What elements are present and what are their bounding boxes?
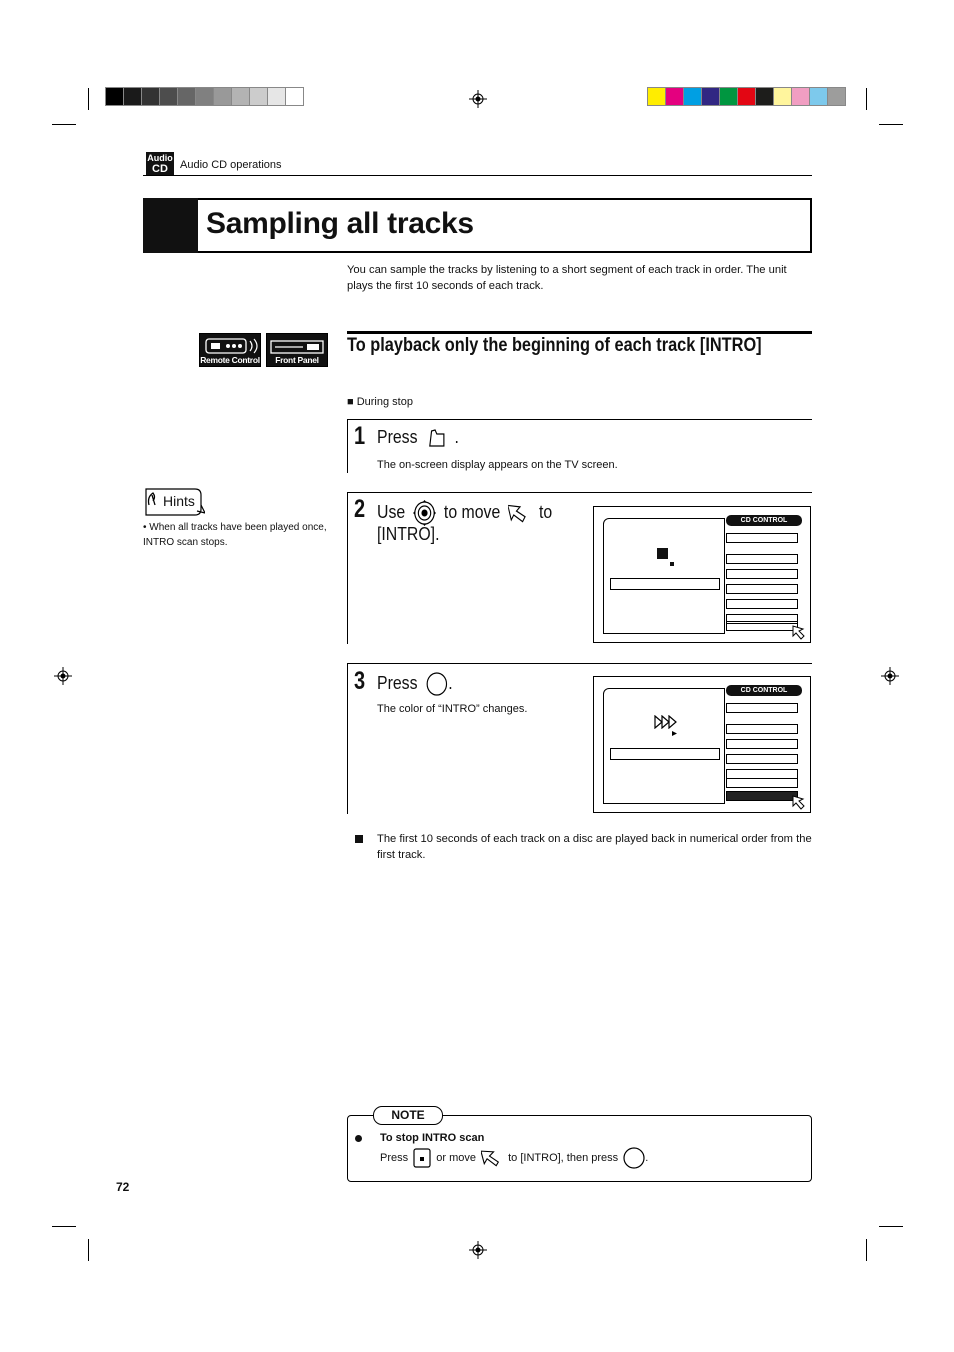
color-swatch <box>268 88 285 105</box>
color-swatch <box>828 88 845 105</box>
step-number: 1 <box>354 422 366 450</box>
cd-control-badge: CD CONTROL <box>726 685 802 696</box>
stop-icon <box>657 548 668 559</box>
on-screen-display-intro <box>593 676 811 813</box>
step-1-instruction <box>377 427 459 448</box>
section-label: Audio CD operations <box>180 159 282 171</box>
front-panel-label: Front Panel <box>275 355 319 365</box>
osd-menu-item <box>726 599 798 609</box>
color-swatch <box>702 88 719 105</box>
osd-menu-item <box>726 778 798 788</box>
hints-label: Hints <box>163 493 195 509</box>
note-bullet <box>355 1135 362 1142</box>
step-divider <box>347 419 812 420</box>
trim-mark <box>866 88 867 110</box>
page-title: Sampling all tracks <box>206 207 474 240</box>
color-swatch <box>774 88 791 105</box>
osd-menu <box>724 527 802 633</box>
cursor-arrow-icon <box>481 1147 503 1169</box>
enter-button-icon <box>623 1147 645 1169</box>
note-text: to [INTRO], then press <box>508 1151 619 1164</box>
color-swatch <box>666 88 683 105</box>
cd-control-badge: CD CONTROL <box>726 515 802 526</box>
note-instruction <box>380 1147 648 1169</box>
osd-menu-item <box>726 703 798 713</box>
step-text: Press <box>377 427 418 447</box>
note-text: Press <box>380 1151 409 1164</box>
color-swatch <box>286 88 303 105</box>
osd-menu-item-intro <box>726 621 798 631</box>
hint-text: • When all tracks have been played once, INTRO scan stops. <box>143 522 327 548</box>
trim-mark <box>52 124 76 125</box>
cursor-arrow-icon <box>791 624 807 640</box>
osd-menu-item <box>726 533 798 543</box>
step-3-note: The color of “INTRO” changes. <box>377 703 528 715</box>
osd-menu-item <box>726 584 798 594</box>
bullet-square <box>355 835 363 843</box>
badge-line-cd: CD <box>152 163 168 175</box>
page-number: 72 <box>116 1180 130 1194</box>
step-3-instruction <box>377 672 453 696</box>
step-number: 2 <box>354 495 366 523</box>
registration-mark-icon <box>469 1241 487 1259</box>
note-text: . <box>645 1151 649 1164</box>
header-rule <box>143 175 812 176</box>
osd-menu-item <box>726 724 798 734</box>
during-stop-label: ■ During stop <box>347 396 413 408</box>
osd-main-area <box>603 688 725 804</box>
step-bracket <box>347 419 348 473</box>
step-bracket <box>347 663 348 814</box>
registration-mark-icon <box>881 667 899 685</box>
note-badge: NOTE <box>373 1106 443 1125</box>
osd-menu-item-intro-active <box>726 791 798 801</box>
remote-control-icon <box>199 333 261 367</box>
step-divider <box>347 492 812 493</box>
on-screen-button-icon <box>427 428 446 448</box>
color-swatch <box>810 88 827 105</box>
subheading: To playback only the beginning of each track [INTRO] <box>347 335 762 356</box>
step-text: Press <box>377 672 418 693</box>
osd-status-bar <box>610 748 720 760</box>
osd-menu-item <box>726 569 798 579</box>
color-swatch <box>232 88 249 105</box>
note-title: To stop INTRO scan <box>380 1132 485 1144</box>
color-swatch <box>196 88 213 105</box>
color-swatch <box>160 88 177 105</box>
enter-button-icon <box>425 672 448 696</box>
osd-menu-item <box>726 754 798 764</box>
osd-status-bar <box>610 578 720 590</box>
color-swatch <box>756 88 773 105</box>
registration-mark-icon <box>469 90 487 108</box>
registration-mark-icon <box>54 667 72 685</box>
cursor-arrow-icon <box>791 794 807 810</box>
trim-mark <box>879 124 903 125</box>
color-swatch <box>124 88 141 105</box>
subheading-rule <box>347 331 812 334</box>
title-tab <box>143 198 198 253</box>
step-2-instruction-line2: [INTRO]. <box>377 524 440 544</box>
intro-paragraph: You can sample the tracks by listening to a short segment of each track in order. The unit plays the first 10 seconds of each track. <box>347 264 787 292</box>
step-1-note: The on-screen display appears on the TV screen. <box>377 459 618 471</box>
step-text: to move <box>443 501 501 522</box>
color-swatch <box>738 88 755 105</box>
indicator-dot <box>670 562 674 566</box>
step-divider <box>347 663 812 664</box>
trim-mark <box>866 1239 867 1261</box>
result-note: The first 10 seconds of each track on a disc are played back in numerical order from the first track. <box>377 833 812 861</box>
step-text: Use <box>377 501 406 522</box>
trim-mark <box>88 88 89 110</box>
osd-menu-item <box>726 554 798 564</box>
color-swatch <box>250 88 267 105</box>
cursor-arrow-icon <box>508 501 531 525</box>
color-swatch <box>792 88 809 105</box>
color-swatch <box>106 88 123 105</box>
intro-play-icon <box>654 715 678 729</box>
step-text: . <box>448 672 453 693</box>
joystick-icon <box>413 500 436 526</box>
step-number: 3 <box>354 667 366 695</box>
trim-mark <box>879 1226 903 1227</box>
indicator-dot <box>672 731 677 736</box>
audio-cd-badge <box>146 152 174 176</box>
on-screen-display-stop <box>593 506 811 643</box>
osd-menu <box>724 697 802 803</box>
step-2-instruction <box>377 500 552 526</box>
color-swatch <box>214 88 231 105</box>
stop-button-icon <box>413 1148 431 1168</box>
color-swatch <box>178 88 195 105</box>
osd-main-area <box>603 518 725 634</box>
step-bracket <box>347 492 348 644</box>
color-swatch <box>142 88 159 105</box>
step-text: . <box>454 427 459 447</box>
osd-menu-item <box>726 739 798 749</box>
remote-control-label: Remote Control <box>200 355 260 365</box>
trim-mark <box>52 1226 76 1227</box>
color-swatch <box>684 88 701 105</box>
front-panel-icon <box>266 333 328 367</box>
color-swatch <box>720 88 737 105</box>
color-swatch <box>648 88 665 105</box>
trim-mark <box>88 1239 89 1261</box>
note-text: or move <box>436 1151 476 1164</box>
badge-line-audio: Audio <box>147 153 173 163</box>
step-text: to <box>539 501 553 522</box>
